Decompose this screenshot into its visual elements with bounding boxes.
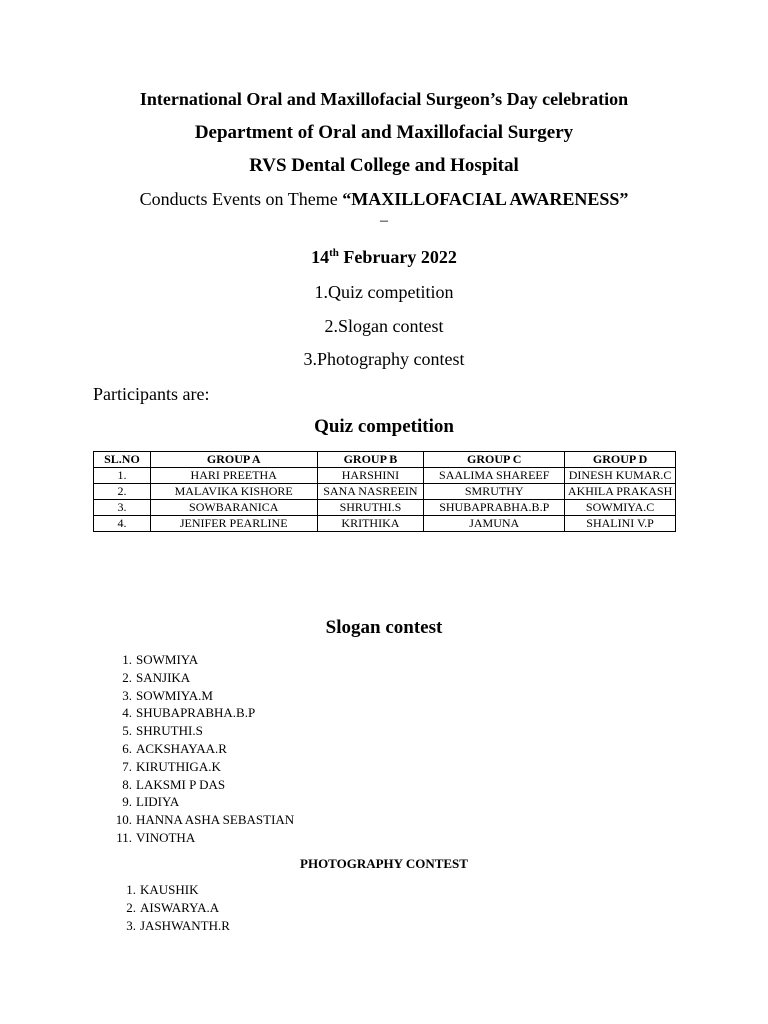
table-row (94, 500, 676, 516)
list-item (110, 669, 294, 687)
photography-participants-list (120, 881, 230, 934)
cell-group-d: SOWMIYA.C (565, 500, 676, 516)
list-item-number: 4. (122, 705, 132, 721)
cell-slno: 3. (94, 500, 151, 516)
cell-group-d: AKHILA PRAKASH (565, 484, 676, 500)
list-item-name: VINOTHA (136, 829, 196, 845)
cell-group-b: KRITHIKA (317, 516, 424, 532)
slogan-participants-list (110, 651, 294, 847)
list-item (110, 722, 294, 740)
list-item-number: 10. (115, 812, 132, 828)
cell-group-c: SMRUTHY (424, 484, 565, 500)
cell-group-b: SANA NASREEIN (317, 484, 424, 500)
column-header-group-b: GROUP B (317, 452, 424, 468)
cell-group-c: JAMUNA (424, 516, 565, 532)
list-item-name: LAKSMI P DAS (136, 776, 226, 792)
date-month-year: February 2022 (338, 247, 457, 267)
list-item-number: 6. (122, 740, 132, 756)
event-item-photography: 3.Photography contest (303, 349, 465, 369)
date-suffix: th (329, 247, 339, 259)
list-item (110, 793, 294, 811)
list-item (110, 776, 294, 794)
list-item-number: 1. (122, 652, 132, 667)
list-item-name: SOWMIYA.M (136, 687, 213, 703)
event-heading: International Oral and Maxillofacial Surgeon’s Day celebration (139, 89, 629, 109)
list-item (110, 758, 294, 776)
column-header-group-d: GROUP D (565, 452, 676, 468)
theme-dash: – (380, 212, 388, 229)
participants-label: Participants are: (93, 384, 210, 404)
list-item-name: HANNA ASHA SEBASTIAN (136, 812, 295, 828)
list-item-number: 11. (116, 829, 132, 845)
cell-group-d: DINESH KUMAR.C (565, 468, 676, 484)
cell-group-a: SOWBARANICA (150, 500, 317, 516)
theme-line (0, 189, 768, 210)
list-item-number: 3. (126, 917, 136, 933)
cell-slno: 4. (94, 516, 151, 532)
list-item-name: SOWMIYA (136, 652, 199, 667)
list-item-number: 7. (122, 758, 132, 774)
event-item-slogan: 2.Slogan contest (324, 316, 444, 336)
list-item-number: 2. (122, 669, 132, 685)
college-name: RVS Dental College and Hospital (249, 155, 519, 176)
list-item (110, 704, 294, 722)
list-item-name: SHRUTHI.S (136, 723, 203, 739)
list-item-number: 8. (122, 776, 132, 792)
cell-group-c: SHUBAPRABHA.B.P (424, 500, 565, 516)
column-header-group-a: GROUP A (150, 452, 317, 468)
list-item-name: ACKSHAYAA.R (136, 740, 227, 756)
cell-group-a: MALAVIKA KISHORE (150, 484, 317, 500)
quiz-section-title: Quiz competition (314, 416, 454, 437)
list-item (110, 687, 294, 705)
list-item-name: KIRUTHIGA.K (136, 758, 221, 774)
list-item-name: SANJIKA (136, 669, 191, 685)
list-item (110, 740, 294, 758)
theme-title: “MAXILLOFACIAL AWARENESS” (342, 189, 629, 209)
list-item-name: JASHWANTH.R (140, 917, 230, 933)
list-item (110, 811, 294, 829)
theme-prefix: Conducts Events on Theme (139, 189, 343, 209)
cell-group-a: HARI PREETHA (150, 468, 317, 484)
cell-group-b: HARSHINI (317, 468, 424, 484)
cell-group-d: SHALINI V.P (565, 516, 676, 532)
cell-slno: 1. (94, 468, 151, 484)
photography-section-title: PHOTOGRAPHY CONTEST (300, 856, 468, 871)
table-header-row (94, 452, 676, 468)
department-name: Department of Oral and Maxillofacial Surgery (194, 122, 574, 143)
cell-group-b: SHRUTHI.S (317, 500, 424, 516)
date-day: 14 (311, 247, 330, 267)
column-header-group-c: GROUP C (424, 452, 565, 468)
quiz-groups-table (93, 451, 676, 532)
event-date (0, 247, 768, 268)
slogan-section-title: Slogan contest (325, 617, 443, 638)
cell-group-c: SAALIMA SHAREEF (424, 468, 565, 484)
list-item-name: SHUBAPRABHA.B.P (136, 705, 256, 721)
table-row (94, 516, 676, 532)
list-item (120, 917, 230, 935)
list-item-number: 1. (126, 882, 136, 897)
list-item-name: LIDIYA (136, 794, 180, 810)
list-item (110, 829, 294, 847)
list-item-name: KAUSHIK (140, 882, 199, 897)
list-item-number: 2. (126, 899, 136, 915)
column-header-slno: SL.NO (94, 452, 151, 468)
event-item-quiz: 1.Quiz competition (314, 282, 454, 302)
cell-group-a: JENIFER PEARLINE (150, 516, 317, 532)
table-row (94, 468, 676, 484)
list-item-name: AISWARYA.A (140, 899, 220, 915)
list-item (120, 899, 230, 917)
list-item-number: 5. (122, 723, 132, 739)
cell-slno: 2. (94, 484, 151, 500)
list-item-number: 9. (122, 794, 132, 810)
list-item (110, 651, 294, 669)
list-item (120, 881, 230, 899)
table-row (94, 484, 676, 500)
list-item-number: 3. (122, 687, 132, 703)
